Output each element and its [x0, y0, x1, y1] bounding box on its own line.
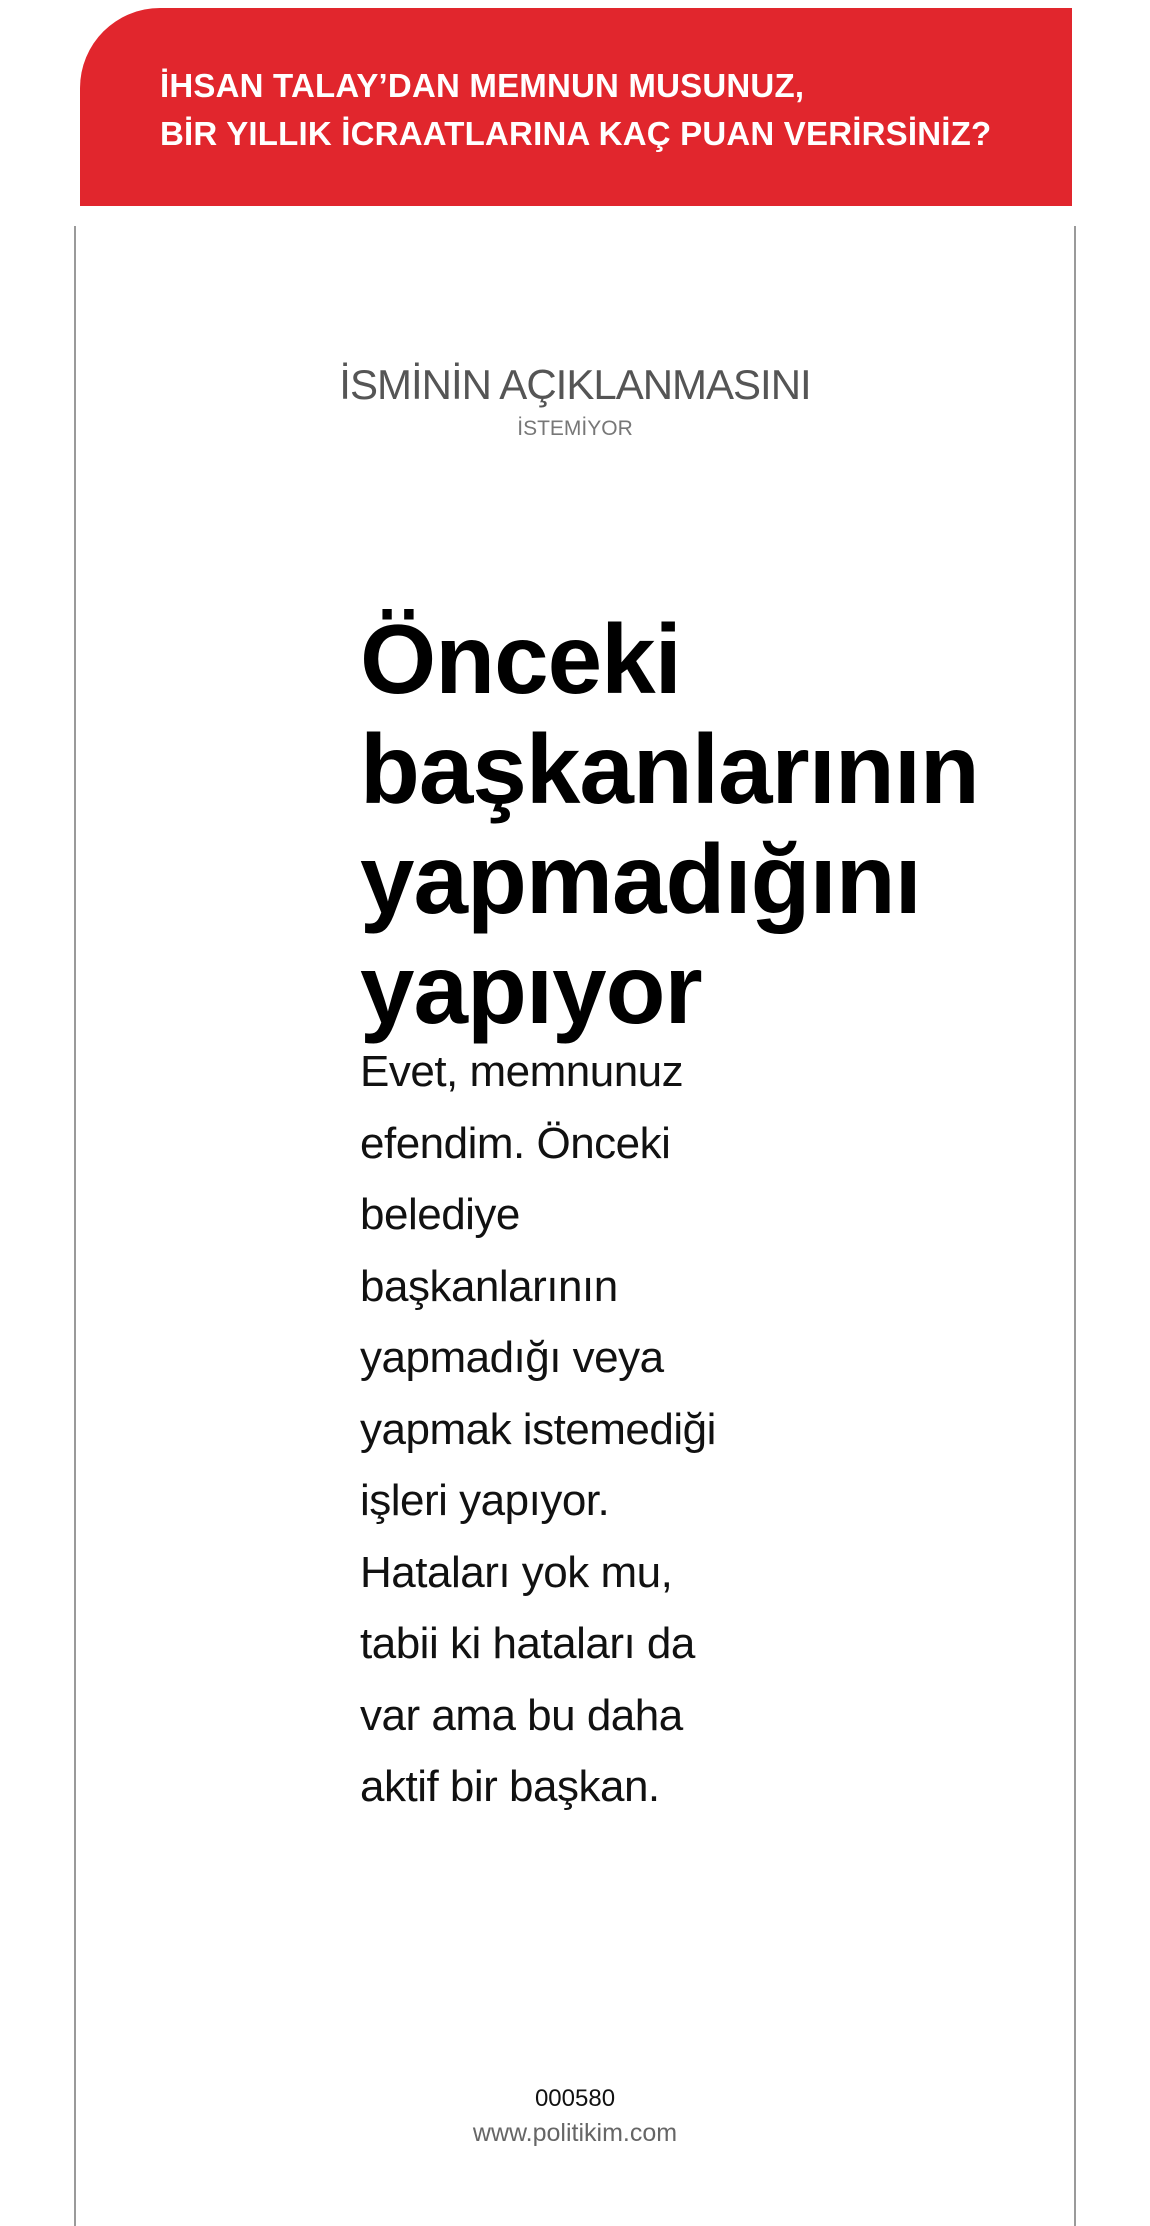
headline-line: yapmadığını [360, 824, 921, 934]
answer-line: efendim. Önceki [360, 1118, 671, 1168]
header-question-line-2: BİR YILLIK İCRAATLARINA KAÇ PUAN VERİRSİNİZ? [160, 115, 992, 152]
document-code: 000580 [534, 2085, 616, 2112]
answer-line: tabii ki hataları da [360, 1619, 695, 1668]
answer-card [74, 226, 1076, 2226]
respondent-role: İSTEMİYOR [517, 417, 633, 440]
answer-line: işleri yapıyor. [360, 1476, 610, 1525]
answer-line: Evet, memnunuz [360, 1047, 684, 1096]
header-banner [80, 8, 1072, 206]
answer-line: yapmak istemediği [360, 1404, 716, 1454]
respondent-name: İSMİNİN AÇIKLANMASINI [339, 361, 811, 408]
answer-line: yapmadığı veya [360, 1333, 664, 1382]
answer-headline [360, 604, 1040, 1044]
answer-line: başkanlarının [360, 1261, 618, 1311]
headline-line: başkanlarının [360, 714, 979, 824]
answer-line: aktif bir başkan. [360, 1762, 660, 1811]
headline-line: Önceki [360, 604, 681, 714]
header-question-line-1: İHSAN TALAY’DAN MEMNUN MUSUNUZ, [160, 67, 805, 104]
headline-line: yapıyor [360, 934, 702, 1044]
answer-line: var ama bu daha [360, 1690, 683, 1740]
answer-line: belediye [360, 1190, 520, 1239]
answer-body [360, 1036, 780, 1823]
answer-line: Hataları yok mu, [360, 1547, 673, 1597]
website-url: www.politikim.com [472, 2119, 678, 2147]
